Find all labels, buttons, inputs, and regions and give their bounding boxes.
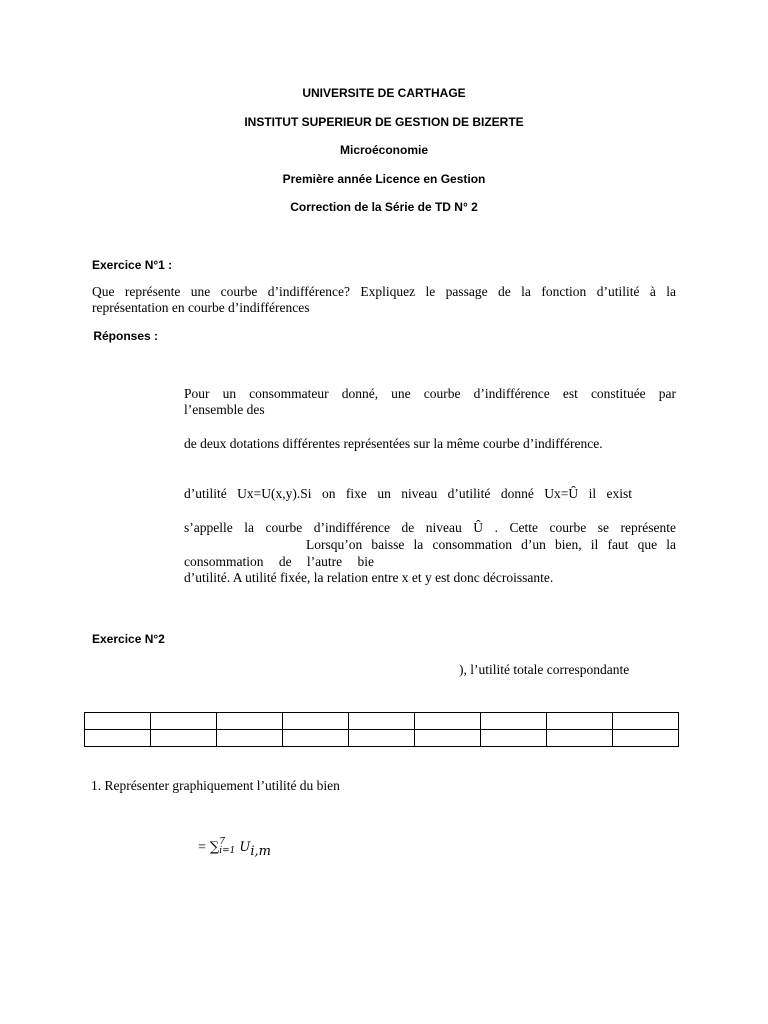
sigma-symbol: ∑ xyxy=(209,840,220,855)
answer-paragraph-4-line-3: consommation de l’autre bie xyxy=(184,554,374,569)
institute-name: INSTITUT SUPERIEUR DE GESTION DE BIZERTE xyxy=(244,115,524,129)
answer-paragraph-4-line-2: Lorsqu’on baisse la consommation d’un bien, il faut que la xyxy=(306,537,676,552)
sum-upper-bound: 7 xyxy=(219,837,225,848)
table-cell xyxy=(547,713,613,730)
utility-table xyxy=(84,712,679,747)
table-cell xyxy=(283,730,349,747)
exercise-2-fragment: ), l’utilité totale correspondante xyxy=(459,662,630,677)
answer-paragraph-4-line-4: d’utilité. A utilité fixée, la relation entre x et y est donc décroissante. xyxy=(184,570,554,585)
answer-paragraph-1-line-2: l’ensemble des xyxy=(184,402,265,417)
table-cell xyxy=(85,713,151,730)
exercise-1-question-line-1: Que représente une courbe d’indifférence? Expliquez le passage de la fonction d’utilité à la xyxy=(92,284,676,299)
course-name: Microéconomie xyxy=(339,143,429,157)
table-cell xyxy=(481,730,547,747)
table-row xyxy=(85,730,679,747)
table-cell xyxy=(283,713,349,730)
table-cell xyxy=(415,713,481,730)
exercise-1-heading: Exercice N°1 : xyxy=(92,258,173,272)
table-cell xyxy=(613,713,679,730)
level-name: Première année Licence en Gestion xyxy=(282,172,486,186)
table-cell xyxy=(415,730,481,747)
answer-paragraph-4-line-1: s’appelle la courbe d’indifférence de niveau Û . Cette courbe se représente xyxy=(184,520,676,535)
equals-sign: = xyxy=(198,840,206,855)
sum-lower-bound: i=1 xyxy=(219,846,236,857)
table-cell xyxy=(349,713,415,730)
document-title: Correction de la Série de TD N° 2 xyxy=(290,200,478,214)
table-cell xyxy=(349,730,415,747)
question-1: 1. Représenter graphiquement l’utilité du bien xyxy=(91,778,340,793)
table-cell xyxy=(481,713,547,730)
table-cell xyxy=(85,730,151,747)
exercise-1-question-line-2: représentation en courbe d’indifférences xyxy=(92,300,310,315)
answer-paragraph-2: de deux dotations différentes représentées sur la même courbe d’indifférence. xyxy=(184,436,603,451)
answer-paragraph-1-line-1: Pour un consommateur donné, une courbe d’indifférence est constituée par xyxy=(184,386,676,401)
table-cell xyxy=(613,730,679,747)
table-cell xyxy=(151,730,217,747)
table-cell xyxy=(151,713,217,730)
exercise-2-heading: Exercice N°2 xyxy=(92,632,165,646)
answers-heading: Réponses : xyxy=(90,329,159,343)
summand-subscript: i,m xyxy=(250,844,271,860)
table-cell xyxy=(217,713,283,730)
table-cell xyxy=(217,730,283,747)
university-name: UNIVERSITE DE CARTHAGE xyxy=(302,86,466,100)
answer-paragraph-3: d’utilité Ux=U(x,y).Si on fixe un niveau d’utilité donné Ux=Û il exist xyxy=(184,486,632,501)
table-row xyxy=(85,713,679,730)
table-cell xyxy=(547,730,613,747)
sum-formula xyxy=(198,838,271,859)
summand: U xyxy=(239,840,251,855)
